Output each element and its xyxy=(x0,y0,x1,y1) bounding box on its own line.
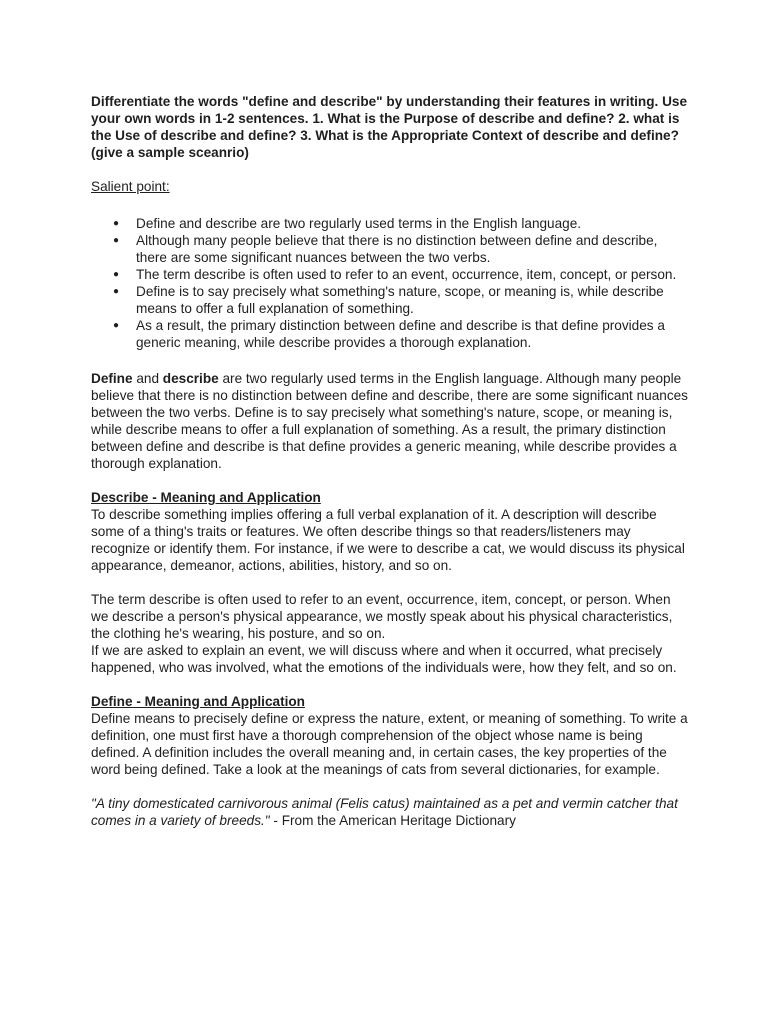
salient-points-list xyxy=(91,215,691,351)
describe-paragraph-3: If we are asked to explain an event, we will discuss where and when it occurred, what precisely happened, who was involved, what the emotions of the individuals were, how they felt, and so on. xyxy=(91,643,677,675)
list-item: ● The term describe is often used to refer to an event, occurrence, item, concept, or person. xyxy=(113,267,677,282)
bullet-icon: ● xyxy=(113,269,120,280)
term-define: Define xyxy=(91,371,133,386)
term-describe: describe xyxy=(162,371,219,386)
document-body xyxy=(91,93,691,829)
question-prompt: Differentiate the words "define and describe" by understanding their features in writing. Use your own words in 1-2 sentences. 1. What is the Purpose of describe and define? 2. what is the Use of describe and define? 3. What is the Appropriate Context of describe and define? (give a sample sceanrio) xyxy=(91,94,688,160)
dictionary-quote xyxy=(91,795,691,829)
bullet-icon: ● xyxy=(113,286,120,297)
describe-paragraph-2: The term describe is often used to refer to an event, occurrence, item, concept, or person. When we describe a person's physical appearance, we mostly speak about his physical characteristics, the clothing he's wearing, his posture, and so on. xyxy=(91,592,673,641)
bullet-icon: ● xyxy=(113,218,120,229)
list-item: ● Define is to say precisely what something's nature, scope, or meaning is, while describe means to offer a full explanation of something. xyxy=(113,284,664,316)
bullet-icon: ● xyxy=(113,235,120,246)
quote-text: "A tiny domesticated carnivorous animal (Felis catus) maintained as a pet and vermin catcher that comes in a variety of breeds." xyxy=(91,796,678,828)
list-item: ● Although many people believe that there is no distinction between define and describe, there are some significant nuances between the two verbs. xyxy=(113,233,658,265)
describe-section-heading: Describe - Meaning and Application xyxy=(91,490,321,505)
salient-point-heading: Salient point: xyxy=(91,179,170,194)
list-item: ● Define and describe are two regularly used terms in the English language. xyxy=(113,216,582,231)
intro-paragraph: Define and describe are two regularly used terms in the English language. Although many people believe that there is no distinction between define and describe, there are some significant nuances between the two verbs. Define is to say precisely what something's nature, scope, or meaning is, while describe means to offer a full explanation of something. As a result, the primary distinction between define and describe is that define provides a generic meaning, while describe provides a thorough explanation. xyxy=(91,371,688,471)
define-paragraph-1: Define means to precisely define or express the nature, extent, or meaning of something. To write a definition, one must first have a thorough comprehension of the object whose name is being defined. A definition includes the overall meaning and, in certain cases, the key properties of the word being defined. Take a look at the meanings of cats from several dictionaries, for example. xyxy=(91,711,688,777)
define-section-heading: Define - Meaning and Application xyxy=(91,694,305,709)
quote-source: - From the American Heritage Dictionary xyxy=(269,813,516,828)
describe-paragraph-1: To describe something implies offering a full verbal explanation of it. A description will describe some of a thing's traits or features. We often describe things so that readers/listeners may recognize or identify them. For instance, if we were to describe a cat, we would discuss its physical appearance, demeanor, actions, abilities, history, and so on. xyxy=(91,507,685,573)
list-item: ● As a result, the primary distinction between define and describe is that define provides a generic meaning, while describe provides a thorough explanation. xyxy=(113,318,665,350)
bullet-icon: ● xyxy=(113,320,120,331)
